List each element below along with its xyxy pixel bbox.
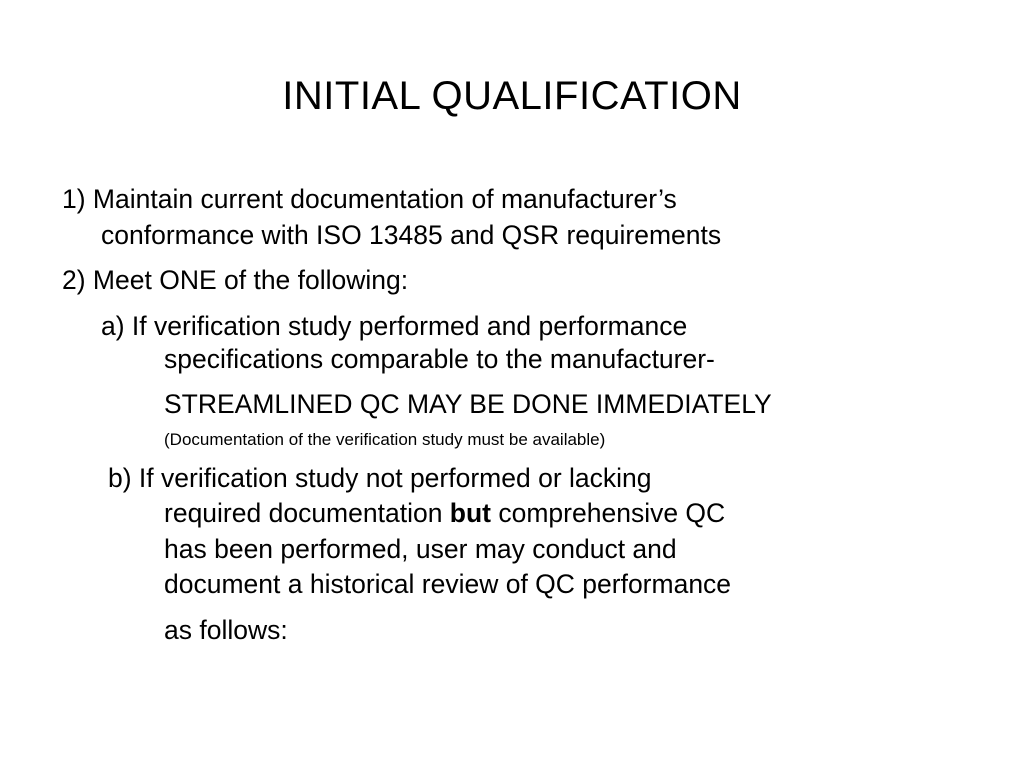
option-b-emphasis: but (449, 498, 491, 528)
option-b-line-5: as follows: (164, 615, 288, 645)
option-b-line-2-end: comprehensive QC (491, 498, 726, 528)
option-b-line-2-start: required documentation (164, 498, 450, 528)
item-2-line-1: 2) Meet ONE of the following: (62, 265, 409, 295)
option-b-line-2 (164, 496, 725, 530)
option-b-line-4: document a historical review of QC performance (164, 569, 732, 599)
option-b-line-1: b) If verification study not performed or lacking (108, 463, 652, 493)
option-b-line-3: has been performed, user may conduct and (164, 534, 677, 564)
option-a-line-2: specifications comparable to the manufacturer- (164, 344, 715, 374)
slide-title: INITIAL QUALIFICATION (282, 74, 742, 118)
option-a-note: (Documentation of the verification study must be available) (164, 430, 606, 449)
option-a-line-1: a) If verification study performed and performance (101, 311, 688, 341)
option-a-line-3: STREAMLINED QC MAY BE DONE IMMEDIATELY (164, 389, 772, 419)
item-1-line-2: conformance with ISO 13485 and QSR requirements (101, 220, 722, 250)
item-1-line-1: 1) Maintain current documentation of manufacturer’s (62, 184, 677, 214)
